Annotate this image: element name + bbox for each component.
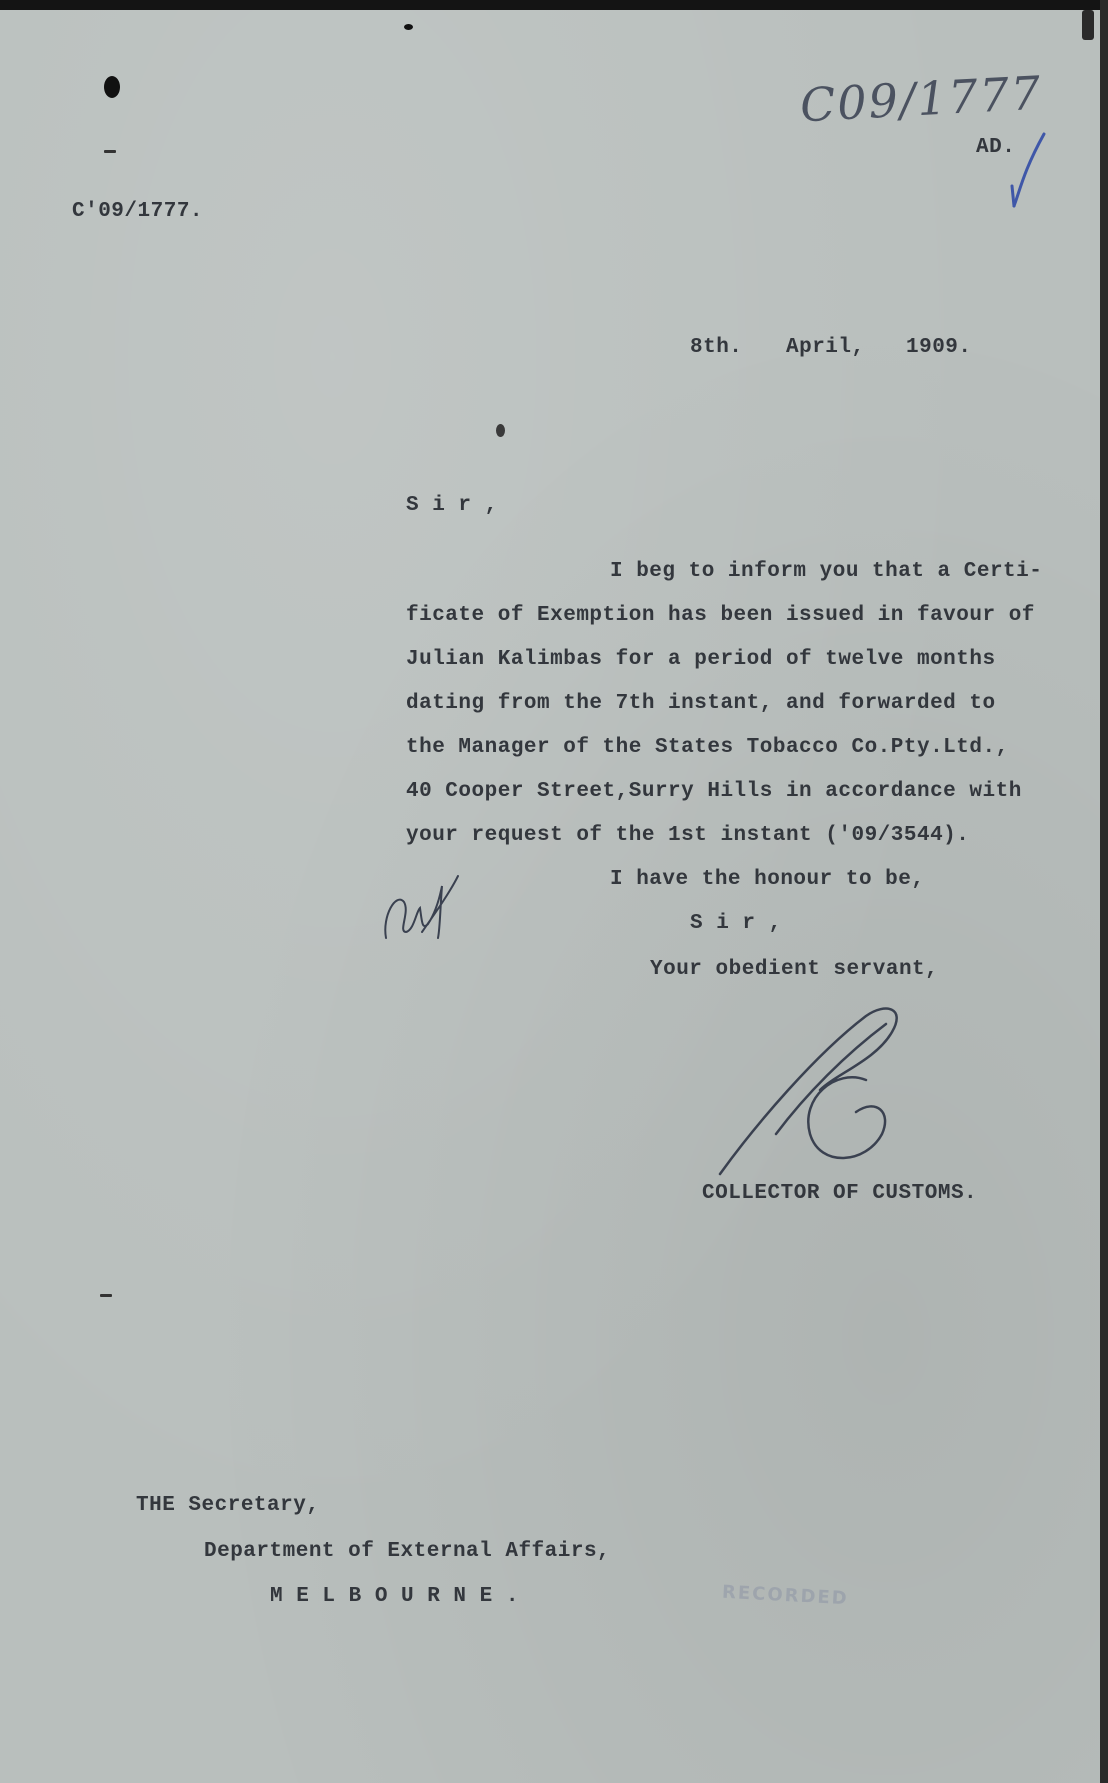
date-month: April, bbox=[786, 336, 865, 359]
body-line: Julian Kalimbas for a period of twelve months bbox=[406, 648, 996, 671]
body-line: dating from the 7th instant, and forwarded to bbox=[406, 692, 996, 715]
reference-number: C'09/1777. bbox=[72, 200, 204, 223]
recorded-stamp: RECORDED bbox=[721, 1581, 850, 1610]
scan-right-edge bbox=[1100, 0, 1108, 1783]
initials-scribble bbox=[380, 872, 460, 952]
ink-blot bbox=[104, 76, 120, 98]
closing-sir: S i r , bbox=[690, 912, 782, 935]
margin-mark bbox=[104, 150, 116, 153]
ad-mark: AD. bbox=[976, 136, 1016, 159]
date-year: 1909. bbox=[906, 336, 972, 359]
handwritten-reference: C09/1777 bbox=[798, 65, 1044, 133]
body-line: the Manager of the States Tobacco Co.Pty.Ltd., bbox=[406, 736, 1009, 759]
addressee-city: M E L B O U R N E . bbox=[270, 1585, 519, 1608]
closing-line: I have the honour to be, bbox=[610, 868, 925, 891]
body-line: 40 Cooper Street,Surry Hills in accordance with bbox=[406, 780, 1022, 803]
ink-blot bbox=[496, 424, 505, 437]
body-line: ficate of Exemption has been issued in favour of bbox=[406, 604, 1035, 627]
salutation: S i r , bbox=[406, 494, 498, 517]
ink-blot bbox=[404, 24, 413, 30]
check-mark-icon bbox=[1010, 130, 1050, 210]
addressee-line: Department of External Affairs, bbox=[204, 1540, 611, 1563]
date-day: 8th. bbox=[690, 336, 743, 359]
scan-top-edge bbox=[0, 0, 1108, 10]
body-line: I beg to inform you that a Certi- bbox=[610, 560, 1043, 583]
signature bbox=[716, 1004, 916, 1184]
closing-servant: Your obedient servant, bbox=[650, 958, 939, 981]
signature-title: COLLECTOR OF CUSTOMS. bbox=[702, 1182, 978, 1205]
margin-mark bbox=[100, 1294, 112, 1297]
body-line: your request of the 1st instant ('09/3544). bbox=[406, 824, 970, 847]
ink-blot bbox=[1082, 10, 1094, 40]
addressee-line: THE Secretary, bbox=[136, 1494, 320, 1517]
